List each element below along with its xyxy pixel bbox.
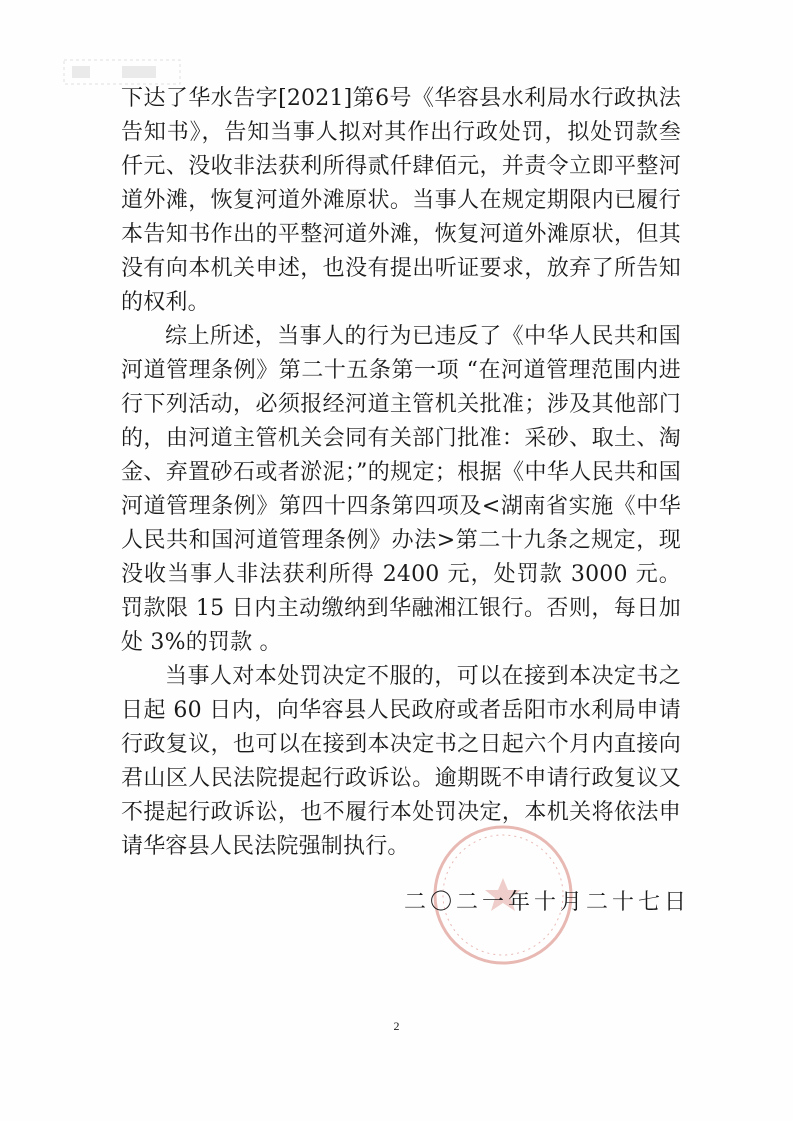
paragraph-1: 下达了华水告字[2021]第6号《华容县水利局水行政执法告知书》，告知当事人拟对其作出行政处罚，拟处罚款叁仟元、没收非法获利所得贰仟肆佰元，并责令立即平整河道外滩，恢复河道外滩原状。当事人在规定期限内已履行本告知书作出的平整河道外滩，恢复河道外滩原状，但其没有向本机关申述，也没有提出听证要求，放弃了所告知的权利。 [121, 86, 681, 315]
document-date: 二〇二一年十月二十七日 [404, 890, 691, 915]
paragraph-2: 综上所述，当事人的行为已违反了《中华人民共和国河道管理条例》第二十五条第一项 “在河道管理范围内进行下列活动，必须报经河道主管机关批准；涉及其他部门的，由河道主管机关会同有关部门批准：采砂、取土、淘金、弃置砂石或者淤泥；”的规定；根据《中华人民共和国河道管理条例》第四十四条第四项及<湖南省实施《中华人民共和国河道管理条例》办法>第二十九条之规定，现没收当事人非法获利所得 2400 元，处罚款 3000 元。罚款限 15 日内主动缴纳到华融湘江银行。否则，每日加处 3%的罚款 。 [121, 324, 681, 655]
document-body [121, 82, 681, 864]
page-number: 2 [393, 1019, 400, 1033]
paragraph-3: 当事人对本处罚决定不服的，可以在接到本决定书之日起 60 日内，向华容县人民政府或者岳阳市水利局申请行政复议，也可以在接到本决定书之日起六个月内直接向君山区人民法院提起行政诉讼。逾期既不申请行政复议又不提起行政诉讼，也不履行本处罚决定，本机关将依法申请华容县人民法院强制执行。 [121, 664, 681, 859]
